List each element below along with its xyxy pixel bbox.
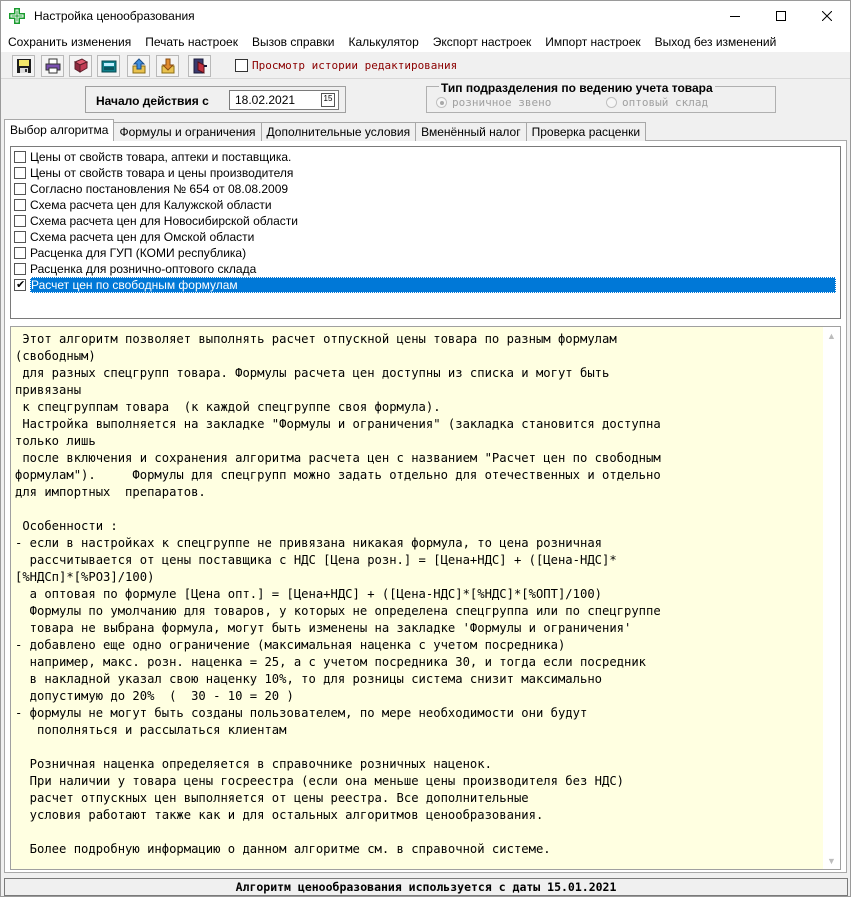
algorithm-checkbox[interactable] xyxy=(14,167,26,179)
algorithm-description[interactable] xyxy=(10,326,841,870)
import-icon xyxy=(160,58,176,74)
minimize-button[interactable] xyxy=(712,1,758,31)
start-date-group xyxy=(85,86,346,113)
algorithm-label: Цены от свойств товара и цены производителя xyxy=(30,166,294,180)
menu-calculator[interactable]: Калькулятор xyxy=(348,35,419,49)
description-text: Этот алгоритм позволяет выполнять расчет отпускной цены товара по разным формулам (свободным) для разных спецгрупп товара. Формулы расчета цен доступны из списка и могут быть привязаны к спецгруппам товара (к каждой спецгруппе своя формула). Настройка выполняется на закладке "Формулы и ограничения" (закладка становится доступна только лишь после включения и сохранения алгоритма расчета цен с названием "Расчет цен по свободным формулам"). Формулы для спецгрупп можно задать отдельно для отечественных и отдельно для импортных препаратов. Особенности : - если в настройках к спецгруппе не привязана никакая формула, то цена розничная рассчитывается от цены поставщика с НДС [Цена розн.] = [Цена+НДС] + ([Цена-НДС]* [%НДСп]*[%РОЗ]/100) а оптовая по формуле [Цена опт.] = [Цена+НДС] + ([Цена-НДС]*[%НДС]*[%ОПТ]/100) Формулы по умолчанию для товаров, у которых не определена спецгруппа или по спецгруппе товара не выбрана формула, могут быть изменены на закладке 'Формулы и ограничения' - добавлено еще одно ограничение (максимальная наценка с учетом посредника) например, макс. розн. наценка = 25, а с учетом посредника 30, и тогда если посредник в накладной указал свою наценку 10%, то для розницы система снизит максимально допустимую до 20% ( 30 - 10 = 20 ) - формулы не могут быть созданы пользователем, по мере необходимости они будут пополняться и рассылаться клиентам Розничная наценка определяется в справочнике розничных наценок. При наличии у товара цены госреестра (если она меньше цены производителя без НДС) расчет отпускных цен выполняется от цены реестра. Все дополнительные условия работают также как и для остальных алгоритмов ценообразования. Более подробную информацию о данном алгоритме см. в справочной системе. xyxy=(15,332,661,856)
menu-call-help[interactable]: Вызов справки xyxy=(251,35,335,49)
radio-wholesale[interactable] xyxy=(606,96,708,109)
exit-button[interactable] xyxy=(188,55,211,77)
algorithm-item[interactable] xyxy=(14,197,838,213)
tab-markup-check[interactable]: Проверка расценки xyxy=(526,122,646,141)
export-icon xyxy=(131,58,147,74)
algorithm-label: Согласно постановления № 654 от 08.08.2009 xyxy=(30,182,289,196)
algorithm-checkbox[interactable] xyxy=(14,215,26,227)
algorithm-item[interactable] xyxy=(14,261,838,277)
minimize-icon xyxy=(730,11,740,21)
algorithm-label: Схема расчета цен для Омской области xyxy=(30,230,255,244)
algorithm-item[interactable] xyxy=(14,165,838,181)
scroll-down-icon[interactable]: ▼ xyxy=(827,855,836,866)
algorithm-checkbox[interactable] xyxy=(14,263,26,275)
division-type-title: Тип подразделения по ведению учета товара xyxy=(441,81,713,95)
help-book-icon xyxy=(73,58,89,74)
radio-wholesale-label: оптовый склад xyxy=(622,96,709,109)
history-checkbox[interactable] xyxy=(235,59,248,72)
maximize-button[interactable] xyxy=(758,1,804,31)
close-button[interactable] xyxy=(804,1,850,31)
algorithm-label: Расчет цен по свободным формулам xyxy=(30,277,836,293)
algorithm-list xyxy=(10,146,841,319)
scroll-up-icon[interactable]: ▲ xyxy=(827,330,836,341)
algorithm-checkbox-checked[interactable] xyxy=(14,279,26,291)
print-icon xyxy=(45,58,61,74)
menu-bar xyxy=(1,32,850,52)
title-bar xyxy=(1,1,850,32)
green-cross-icon xyxy=(9,8,25,24)
save-button[interactable] xyxy=(12,55,35,77)
menu-save-changes[interactable]: Сохранить изменения xyxy=(8,35,132,49)
algorithm-item[interactable] xyxy=(14,149,838,165)
vertical-scrollbar[interactable] xyxy=(823,327,840,869)
tab-algorithm-choice[interactable]: Выбор алгоритма xyxy=(4,119,114,141)
radio-dot-selected xyxy=(436,97,447,108)
algorithm-label: Расценка для ГУП (КОМИ республика) xyxy=(30,246,247,260)
checkmark-icon: ✔ xyxy=(16,279,26,291)
algorithm-label: Схема расчета цен для Калужской области xyxy=(30,198,272,212)
algorithm-label: Схема расчета цен для Новосибирской области xyxy=(30,214,298,228)
algorithm-checkbox[interactable] xyxy=(14,231,26,243)
division-type-group xyxy=(426,81,776,113)
exit-icon xyxy=(192,58,208,74)
save-icon xyxy=(16,58,32,74)
radio-retail[interactable] xyxy=(436,96,551,109)
algorithm-label: Расценка для рознично-оптового склада xyxy=(30,262,257,276)
calculator-button[interactable] xyxy=(97,55,120,77)
export-button[interactable] xyxy=(127,55,150,77)
status-bar: Алгоритм ценообразования используется с даты 15.01.2021 xyxy=(4,878,848,896)
calculator-icon xyxy=(101,58,117,74)
menu-export-settings[interactable]: Экспорт настроек xyxy=(432,35,532,49)
algorithm-item[interactable] xyxy=(14,245,838,261)
start-date-input[interactable] xyxy=(229,90,339,110)
algorithm-label: Цены от свойств товара, аптеки и поставщика. xyxy=(30,150,292,164)
radio-dot xyxy=(606,97,617,108)
print-button[interactable] xyxy=(41,55,64,77)
start-date-label: Начало действия с xyxy=(96,94,209,108)
algorithm-checkbox[interactable] xyxy=(14,199,26,211)
calendar-icon[interactable]: 15 xyxy=(321,93,335,107)
algorithm-checkbox[interactable] xyxy=(14,183,26,195)
tab-strip xyxy=(4,119,645,141)
algorithm-item-selected[interactable] xyxy=(14,277,838,293)
window-title: Настройка ценообразования xyxy=(34,9,195,23)
algorithm-item[interactable] xyxy=(14,181,838,197)
maximize-icon xyxy=(776,11,786,21)
import-button[interactable] xyxy=(156,55,179,77)
algorithm-item[interactable] xyxy=(14,229,838,245)
tab-formulas-limits[interactable]: Формулы и ограничения xyxy=(113,122,261,141)
close-icon xyxy=(822,11,832,21)
help-button[interactable] xyxy=(69,55,92,77)
algorithm-checkbox[interactable] xyxy=(14,151,26,163)
history-toggle[interactable] xyxy=(235,59,457,72)
start-date-value: 18.02.2021 xyxy=(235,93,296,107)
menu-import-settings[interactable]: Импорт настроек xyxy=(545,35,641,49)
toolbar xyxy=(1,52,850,79)
algorithm-checkbox[interactable] xyxy=(14,247,26,259)
algorithm-item[interactable] xyxy=(14,213,838,229)
menu-print-settings[interactable]: Печать настроек xyxy=(145,35,238,49)
tab-additional-conditions[interactable]: Дополнительные условия xyxy=(261,122,417,141)
tab-imputed-tax[interactable]: Вменённый налог xyxy=(415,122,527,141)
history-label: Просмотр истории редактирования xyxy=(252,59,458,72)
menu-exit-without-changes[interactable]: Выход без изменений xyxy=(654,35,777,49)
radio-retail-label: розничное звено xyxy=(452,96,552,109)
